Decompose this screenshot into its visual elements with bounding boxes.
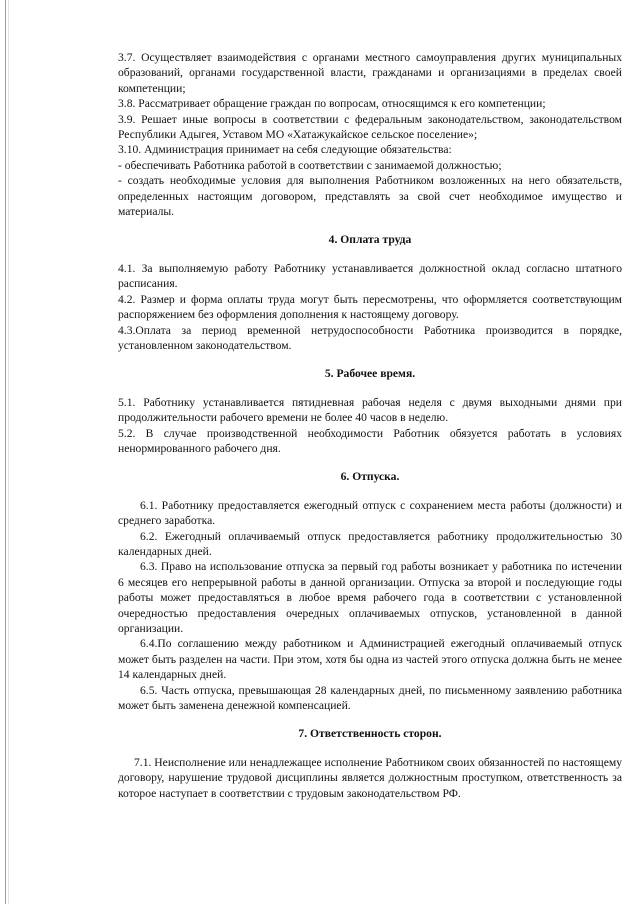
paragraph-6-4: 6.4.По соглашению между работником и Администрацией ежегодный оплачиваемый отпуск может быть разделен на части. При этом, хотя бы одна из частей этого отпуска должна быть не менее 14 календарных дней. xyxy=(118,637,622,682)
paragraph-6-3: 6.3. Право на использование отпуска за первый год работы возникает у работника по истечении 6 месяцев его непрерывной работы в данной организации. Отпуска за второй и последующие годы работы может предоставляться в любое время рабочего года в соответствии с установленной очередностью предоставления очередных оплачиваемых отпусков, установленной в данной организации. xyxy=(118,560,622,635)
section-6-body xyxy=(118,498,622,714)
paragraph-6-5: 6.5. Часть отпуска, превышающая 28 календарных дней, по письменному заявлению работника может быть заменена денежной компенсацией. xyxy=(118,683,622,713)
document-page xyxy=(118,50,622,801)
section-4-body xyxy=(118,261,622,353)
paragraph-7-1: 7.1. Неисполнение или ненадлежащее исполнение Работником своих обязанностей по настоящему договору, нарушение трудовой дисциплины является должностным проступком, ответственность за которое наступает в соответствии с трудовым законодательством РФ. xyxy=(118,755,622,800)
section-3-continuation xyxy=(118,50,622,219)
scan-edge-shadow xyxy=(8,0,9,904)
section-5-body xyxy=(118,395,622,457)
paragraph-3-8: 3.8. Рассматривает обращение граждан по вопросам, относящимся к его компетенции; xyxy=(118,97,546,111)
paragraph-3-10: 3.10. Администрация принимает на себя следующие обязательства: xyxy=(118,143,452,157)
paragraph-6-2: 6.2. Ежегодный оплачиваемый отпуск предоставляется работнику продолжительностью 30 календарных дней. xyxy=(118,529,622,558)
paragraph-6-1: 6.1. Работнику предоставляется ежегодный отпуск с сохранением места работы (должности) и среднего заработка. xyxy=(118,498,622,528)
paragraph-3-10-item-2: - создать необходимые условия для выполнения Работником возложенных на него обязательств, определенных настоящим договором, представлять за свой счет необходимое имущество и материалы. xyxy=(118,174,622,219)
section-5-title: 5. Рабочее время. xyxy=(324,367,416,381)
paragraph-3-9: 3.9. Решает иные вопросы в соответствии с федеральным законодательством, законодательством Республики Адыгея, Уставом МО «Хатажукайское сельское поселение»; xyxy=(118,112,622,142)
paragraph-4-2: 4.2. Размер и форма оплаты труда могут быть пересмотрены, что оформляется соответствующим распоряжением без оформления дополнения к настоящему договору. xyxy=(118,292,622,322)
section-6-title: 6. Отпуска. xyxy=(340,470,400,484)
paragraph-5-1: 5.1. Работнику устанавливается пятидневная рабочая неделя с двумя выходными днями при продолжительности рабочего времени не более 40 часов в неделю. xyxy=(118,395,622,425)
paragraph-4-1: 4.1. За выполняемую работу Работнику устанавливается должностной оклад согласно штатного расписания. xyxy=(118,261,622,291)
paragraph-3-10-item-1: - обеспечивать Работника работой в соответствии с занимаемой должностью; xyxy=(118,158,502,172)
section-7-body xyxy=(118,755,622,801)
paragraph-4-3: 4.3.Оплата за период временной нетрудоспособности Работника производится в порядке, установленном законодательством. xyxy=(118,323,622,352)
paragraph-3-7: 3.7. Осуществляет взаимодействия с органами местного самоуправления других муниципальных образований, органами государственной власти, гражданами и организациями в пределах своей компетенции; xyxy=(118,51,622,95)
section-7-title: 7. Ответственность сторон. xyxy=(298,727,442,741)
paragraph-5-2: 5.2. В случае производственной необходимости Работник обязуется работать в условиях ненормированного рабочего дня. xyxy=(118,426,622,455)
section-4-title: 4. Оплата труда xyxy=(328,233,412,247)
scan-edge-line xyxy=(5,0,6,904)
